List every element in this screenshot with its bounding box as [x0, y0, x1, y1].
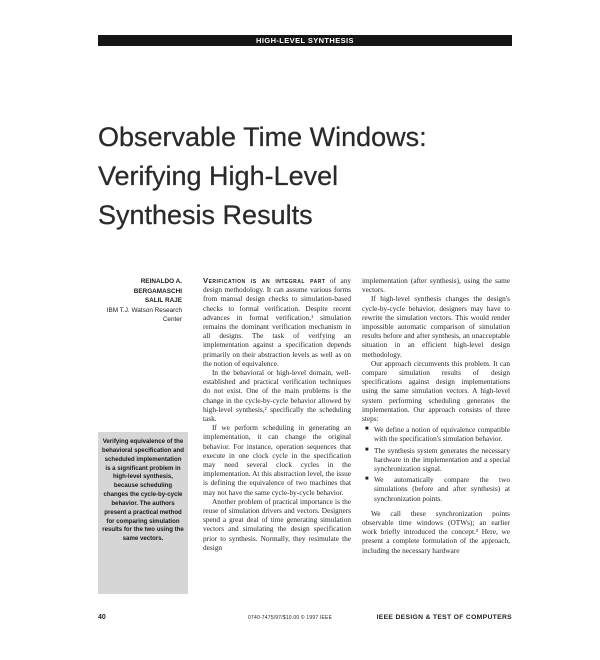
bullet-item: ■ The synthesis system generates the necessary hardware in the implementation and a special synchronization signal. [362, 446, 510, 474]
page-number: 40 [98, 614, 106, 621]
copyright-code: 0740-7475/97/$10.00 © 1997 IEEE [248, 615, 333, 621]
article-title [98, 118, 518, 235]
bullet-item: ■ We define a notion of equivalence compatible with the specification's simulation behavior. [362, 425, 510, 443]
section-header-label: HIGH-LEVEL SYNTHESIS [256, 36, 354, 45]
paragraph: If we perform scheduling in generating an implementation, it can change the original behavior. For instance, operation sequences that execute in one clock cycle in the specification may need several clock cycles in the implementation. At this abstraction level, the issue is defining the equivalence of two machines that may not have the same cycle-by-cycle behavior. [203, 423, 351, 497]
title-line-2: Verifying High-Level [98, 161, 339, 191]
magazine-name: IEEE DESIGN & TEST OF COMPUTERS [376, 614, 512, 621]
section-header-bar [98, 35, 512, 46]
abstract-text: Verifying equivalence of the behavioral specification and scheduled implementation is a significant problem in high-level synthesis, because scheduling changes the cycle-by-cycle behavior. The authors present a practical method for comparing simulation results for the two using the same vectors. [102, 438, 184, 543]
author-name-1: REINALDO A. BERGAMASCHI [133, 278, 182, 295]
paragraph: In the behavioral or high-level domain, well-established and practical verification techniques do not exist. One of the main problems is the change in the cycle-by-cycle behavior allowed by high-level synthesis,² specifically the scheduling task. [203, 368, 351, 424]
author-affiliation-2: Center [162, 316, 182, 324]
paragraph: Our approach circumvents this problem. It can compare simulation results of design specifications against design implementations using the same simulation vectors. A high-level system performing scheduling generates the implementation. Our approach consists of three steps: [362, 358, 510, 424]
title-line-1: Observable Time Windows: [98, 122, 427, 152]
author-name-2: SALIL RAJE [144, 297, 182, 305]
paragraph-text: of any design methodology. It can assume various forms from manual design checks to simulation-based checks to formal verification. Despite recent advances in formal verification,¹ simulation remains the dominant verification mechanism in all designs. The task of verifying an implementation against a specification depends primarily on their abstraction levels as well as on the notion of equivalence. [203, 276, 351, 368]
author-affiliation-1: IBM T.J. Watson Research [106, 306, 182, 314]
paragraph: implementation (after synthesis), using the same vectors. [362, 276, 510, 295]
body-column-2 [362, 276, 510, 555]
bullet-item: ■ We automatically compare the two simulations (before and after synthesis) at synchronization points. [362, 475, 510, 503]
body-column-1 [203, 276, 351, 552]
lead-in: Verification is an integral part [203, 276, 326, 285]
page-footer [98, 614, 512, 626]
title-line-3: Synthesis Results [98, 200, 313, 230]
abstract-box [98, 432, 188, 594]
paragraph: Another problem of practical importance is the reuse of simulation drivers and vectors. Designers spend a great deal of time generating simulation vectors and simulating the design specification prior to synthesis. Normally, they resimulate the design [203, 496, 351, 552]
author-block [98, 277, 182, 325]
paragraph [203, 276, 351, 368]
paragraph: If high-level synthesis changes the design's cycle-by-cycle behavior, designers may have to rewrite the simulation vectors. This would render impossible automatic comparison of simulation results before and after synthesis, an unacceptable situation in an efficient high-level design methodology. [362, 294, 510, 359]
paragraph: We call these synchronization points observable time windows (OTWs); an earlier work briefly introduced the concept.³ Here, we present a complete formulation of the approach, including the necessary hardware [362, 508, 510, 555]
